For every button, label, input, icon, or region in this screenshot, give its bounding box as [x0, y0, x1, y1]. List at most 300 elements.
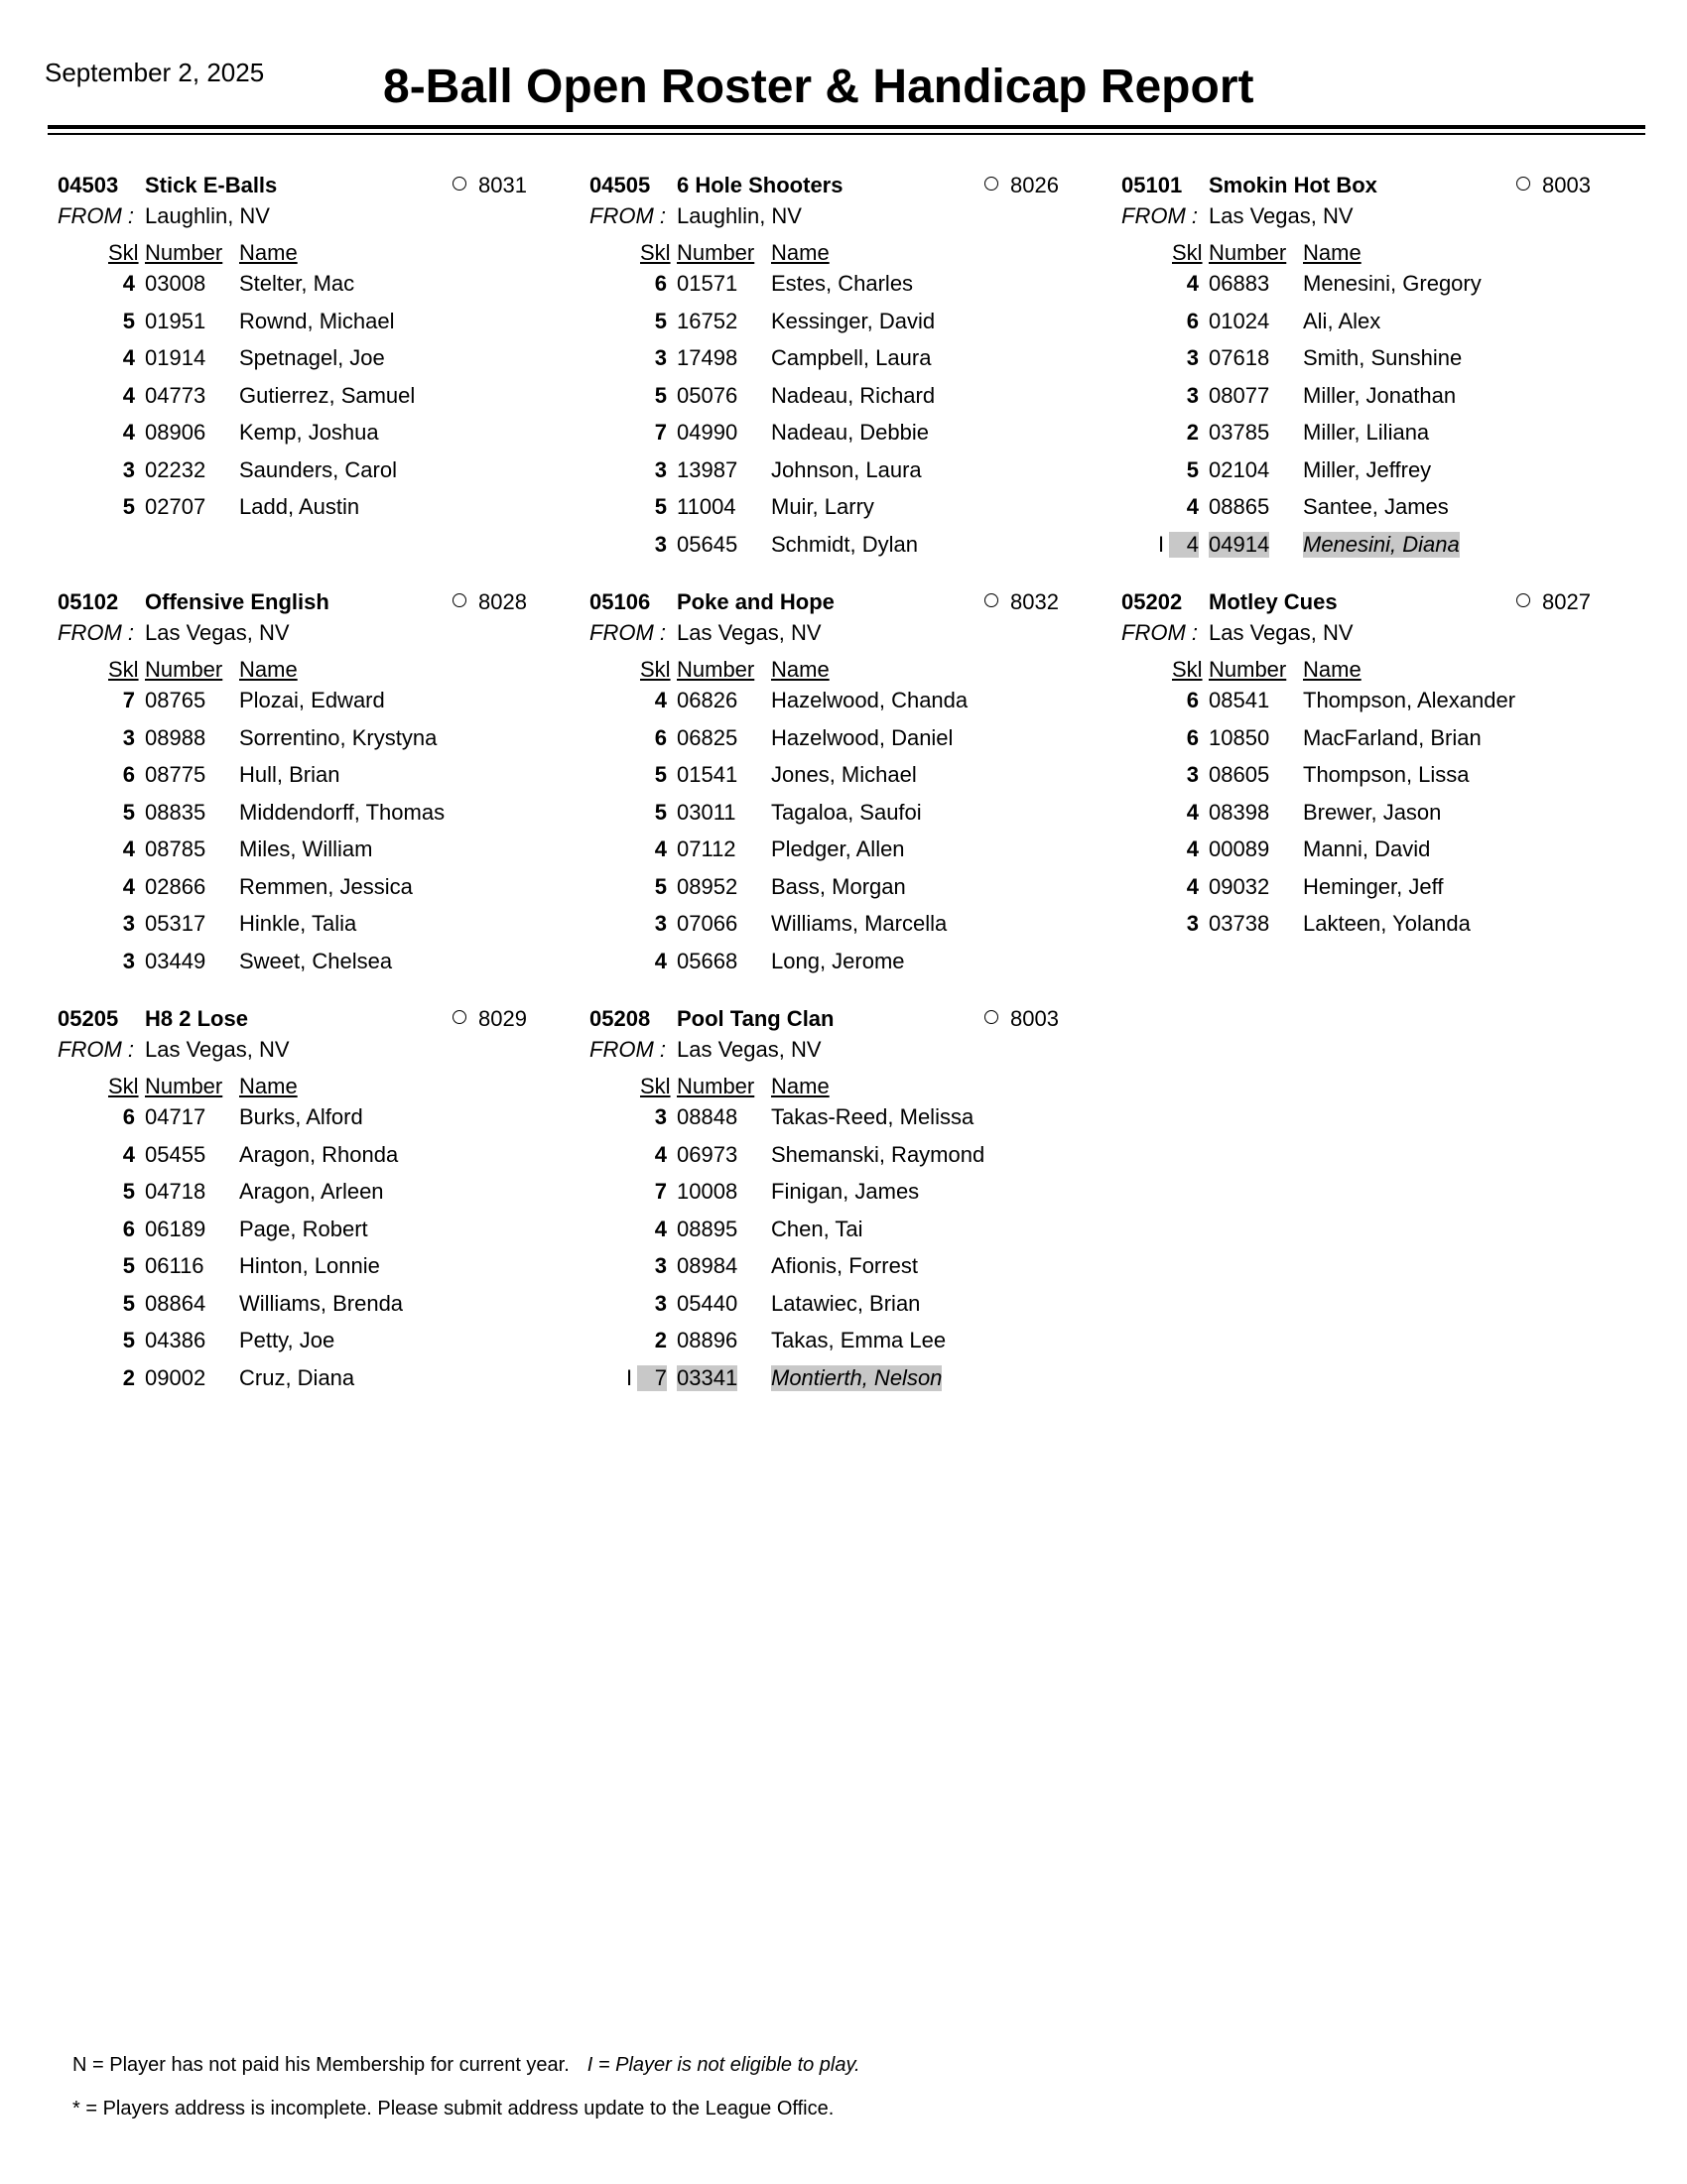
player-number: 06973	[677, 1141, 738, 1167]
player-skill: 2	[1186, 420, 1199, 445]
player-row	[1121, 907, 1653, 945]
player-name: Menesini, Diana	[1303, 531, 1460, 557]
roster-column-headers	[589, 236, 1121, 267]
player-number: 08906	[145, 420, 206, 445]
roster-list	[589, 684, 1121, 981]
player-skill: 6	[122, 1216, 135, 1241]
player-name: Muir, Larry	[771, 494, 874, 519]
player-name: Ladd, Austin	[239, 494, 360, 519]
team-block	[589, 1004, 1121, 1421]
player-row	[1121, 721, 1653, 759]
player-skill: 3	[122, 948, 135, 973]
player-number: 02232	[145, 456, 206, 482]
player-skill: 5	[122, 799, 135, 825]
player-name: Thompson, Lissa	[1303, 762, 1470, 787]
player-name: Hazelwood, Chanda	[771, 688, 969, 712]
player-number: 13987	[677, 456, 738, 482]
player-name: Afionis, Forrest	[771, 1253, 918, 1278]
player-skill: 4	[122, 836, 135, 861]
player-row	[1121, 267, 1653, 305]
team-header	[1121, 171, 1653, 201]
player-skill: 4	[654, 1216, 667, 1241]
player-number: 06883	[1209, 271, 1270, 296]
player-number: 06825	[677, 724, 738, 750]
team-name: Poke and Hope	[677, 589, 835, 614]
player-number: 02104	[1209, 456, 1270, 482]
player-name: Ali, Alex	[1303, 308, 1381, 333]
player-skill: 7	[122, 688, 135, 712]
player-number: 07618	[1209, 345, 1270, 370]
player-skill: 5	[654, 762, 667, 787]
roster-list	[589, 1100, 1121, 1398]
player-skill: 3	[1186, 382, 1199, 408]
roster-list	[58, 684, 589, 981]
player-row	[1121, 796, 1653, 834]
roster-list	[589, 267, 1121, 565]
player-number: 01914	[145, 345, 206, 370]
player-number: 04773	[145, 382, 206, 408]
player-name: Williams, Brenda	[239, 1290, 404, 1316]
player-number: 05668	[677, 948, 738, 973]
player-number: 03011	[677, 799, 736, 825]
player-row	[589, 305, 1121, 342]
col-skl-header: Skl	[640, 1074, 671, 1098]
player-number: 05317	[145, 911, 206, 936]
player-skill: 5	[122, 494, 135, 519]
col-skl-header: Skl	[1172, 657, 1203, 682]
player-name: Aragon, Arleen	[239, 1179, 384, 1204]
player-number: 06116	[145, 1253, 204, 1278]
player-name: Plozai, Edward	[239, 688, 385, 712]
team-number: 04505	[589, 173, 651, 197]
player-row	[589, 267, 1121, 305]
player-number: 03449	[145, 948, 206, 973]
player-number: 05440	[677, 1290, 738, 1316]
player-row	[58, 796, 589, 834]
team-code: 8003	[1542, 173, 1591, 197]
player-skill: 3	[122, 724, 135, 750]
player-number: 01571	[677, 271, 738, 296]
player-name: MacFarland, Brian	[1303, 724, 1482, 750]
player-skill: 5	[122, 1328, 135, 1352]
player-row	[1121, 305, 1653, 342]
team-number: 05102	[58, 589, 119, 614]
player-row	[58, 907, 589, 945]
player-name: Remmen, Jessica	[239, 873, 413, 899]
player-skill: 6	[1186, 688, 1199, 712]
col-skl-header: Skl	[1172, 240, 1203, 265]
team-code: 8028	[478, 589, 527, 614]
player-skill: 2	[122, 1364, 135, 1390]
player-row	[58, 379, 589, 417]
col-name-header: Name	[239, 1074, 298, 1098]
col-name-header: Name	[239, 657, 298, 682]
player-skill: 3	[654, 1104, 667, 1129]
player-name: Spetnagel, Joe	[239, 345, 385, 370]
roster-column-headers	[58, 653, 589, 684]
player-number: 08785	[145, 836, 206, 861]
player-number: 08984	[677, 1253, 738, 1278]
player-row	[58, 1100, 589, 1138]
player-number: 04717	[145, 1104, 206, 1129]
player-row	[1121, 528, 1653, 566]
player-name: Kemp, Joshua	[239, 420, 379, 445]
player-name: Williams, Marcella	[771, 911, 948, 936]
player-name: Menesini, Gregory	[1303, 271, 1482, 296]
report-title: 8-Ball Open Roster & Handicap Report	[383, 61, 1254, 113]
roster-list	[1121, 267, 1653, 565]
player-number: 10008	[677, 1179, 738, 1204]
player-number: 17498	[677, 345, 738, 370]
player-row	[589, 833, 1121, 870]
player-name: Latawiec, Brian	[771, 1290, 921, 1316]
team-code: 8032	[1010, 589, 1059, 614]
player-number: 02707	[145, 494, 206, 519]
team-name: Smokin Hot Box	[1209, 173, 1377, 197]
player-skill: 5	[654, 873, 667, 899]
player-skill: 2	[654, 1328, 667, 1352]
player-number: 08952	[677, 873, 738, 899]
player-number: 09032	[1209, 873, 1270, 899]
player-skill: 3	[122, 911, 135, 936]
roster-list	[58, 267, 589, 528]
player-number: 08835	[145, 799, 206, 825]
player-row	[58, 945, 589, 982]
player-number: 09002	[145, 1364, 206, 1390]
player-row	[58, 1175, 589, 1213]
player-name: Johnson, Laura	[771, 456, 922, 482]
player-row	[589, 1361, 1121, 1399]
player-skill: 7	[654, 420, 667, 445]
player-skill: 5	[654, 799, 667, 825]
player-row	[1121, 490, 1653, 528]
roster-list	[58, 1100, 589, 1398]
player-name: Tagaloa, Saufoi	[771, 799, 922, 825]
team-name: Stick E-Balls	[145, 173, 278, 197]
report-date: September 2, 2025	[45, 58, 265, 87]
player-name: Jones, Michael	[771, 762, 917, 787]
team-from	[1121, 618, 1653, 653]
player-name: Kessinger, David	[771, 308, 936, 333]
player-number: 05076	[677, 382, 738, 408]
team-name: Motley Cues	[1209, 589, 1338, 614]
player-skill: 3	[1186, 762, 1199, 787]
player-number: 08865	[1209, 494, 1270, 519]
player-skill: 5	[122, 308, 135, 333]
player-skill: 4	[654, 688, 667, 712]
player-number: 01951	[145, 308, 206, 333]
team-header	[58, 171, 589, 201]
team-header	[1121, 587, 1653, 618]
player-number: 03785	[1209, 420, 1270, 445]
player-number: 04990	[677, 420, 738, 445]
team-header	[589, 1004, 1121, 1035]
player-skill: 5	[122, 1290, 135, 1316]
team-from	[58, 1035, 589, 1070]
circle-icon	[984, 1010, 998, 1024]
player-number: 08541	[1209, 688, 1270, 712]
player-row	[58, 870, 589, 908]
player-row	[589, 490, 1121, 528]
player-name: Takas-Reed, Melissa	[771, 1104, 974, 1129]
roster-column-headers	[589, 1070, 1121, 1100]
player-row	[589, 796, 1121, 834]
player-name: Smith, Sunshine	[1303, 345, 1463, 370]
player-name: Sweet, Chelsea	[239, 948, 393, 973]
player-name: Stelter, Mac	[239, 271, 355, 296]
player-row	[589, 528, 1121, 566]
player-skill: 4	[122, 873, 135, 899]
player-name: Aragon, Rhonda	[239, 1141, 399, 1167]
player-skill: 3	[654, 911, 667, 936]
player-name: Manni, David	[1303, 836, 1431, 861]
player-skill: 4	[1169, 532, 1199, 558]
player-name: Nadeau, Richard	[771, 382, 936, 408]
player-row	[589, 416, 1121, 453]
player-name: Hazelwood, Daniel	[771, 724, 954, 750]
player-row	[1121, 684, 1653, 721]
col-number-header: Number	[1209, 240, 1287, 265]
player-row	[589, 1249, 1121, 1287]
player-row	[589, 945, 1121, 982]
from-city: Laughlin, NV	[677, 203, 802, 228]
player-number: 08765	[145, 688, 206, 712]
player-number: 08605	[1209, 762, 1270, 787]
player-name: Heminger, Jeff	[1303, 873, 1444, 899]
player-row	[58, 453, 589, 491]
team-number: 04503	[58, 173, 119, 197]
col-name-header: Name	[1303, 240, 1362, 265]
team-code: 8027	[1542, 589, 1591, 614]
team-from	[1121, 201, 1653, 236]
player-number: 03008	[145, 271, 206, 296]
circle-icon	[453, 177, 466, 191]
player-row	[58, 721, 589, 759]
col-number-header: Number	[145, 1074, 223, 1098]
player-skill: 7	[654, 1179, 667, 1204]
player-skill: 6	[1186, 724, 1199, 750]
player-skill: 3	[122, 456, 135, 482]
player-skill: 6	[122, 762, 135, 787]
player-number: 08895	[677, 1216, 738, 1241]
player-row	[589, 1213, 1121, 1250]
player-row	[58, 490, 589, 528]
player-number: 06189	[145, 1216, 206, 1241]
player-row	[589, 684, 1121, 721]
col-number-header: Number	[677, 240, 755, 265]
player-skill: 3	[654, 456, 667, 482]
player-name: Estes, Charles	[771, 271, 914, 296]
from-label: FROM :	[58, 203, 134, 228]
circle-icon	[1516, 177, 1530, 191]
player-name: Page, Robert	[239, 1216, 368, 1241]
player-skill: 4	[1186, 799, 1199, 825]
from-city: Las Vegas, NV	[677, 1037, 822, 1062]
player-skill: 3	[1186, 911, 1199, 936]
player-skill: 5	[654, 382, 667, 408]
player-name: Pledger, Allen	[771, 836, 905, 861]
legend-i: I = Player is not eligible to play.	[586, 2054, 860, 2076]
col-name-header: Name	[1303, 657, 1362, 682]
player-number: 07112	[677, 836, 736, 861]
player-name: Schmidt, Dylan	[771, 531, 918, 557]
player-skill: 4	[654, 1141, 667, 1167]
player-row	[589, 1100, 1121, 1138]
player-skill: 3	[654, 531, 667, 557]
player-row	[589, 1175, 1121, 1213]
player-row	[58, 684, 589, 721]
player-row	[589, 379, 1121, 417]
player-number: 05455	[145, 1141, 206, 1167]
col-number-header: Number	[145, 657, 223, 682]
player-number: 10850	[1209, 724, 1270, 750]
player-row	[589, 721, 1121, 759]
player-row	[589, 1287, 1121, 1325]
player-name: Takas, Emma Lee	[771, 1328, 947, 1352]
roster-list	[1121, 684, 1653, 945]
from-label: FROM :	[589, 620, 666, 645]
team-header	[58, 1004, 589, 1035]
col-skl-header: Skl	[108, 240, 139, 265]
from-label: FROM :	[1121, 620, 1198, 645]
player-skill: 3	[654, 1290, 667, 1316]
player-skill: 6	[122, 1104, 135, 1129]
player-skill: 5	[1186, 456, 1199, 482]
player-row	[1121, 758, 1653, 796]
header-rule-thick	[48, 125, 1645, 129]
player-row	[58, 1249, 589, 1287]
player-row	[1121, 379, 1653, 417]
player-number: 01541	[677, 762, 738, 787]
player-skill: 5	[122, 1253, 135, 1278]
player-number: 02866	[145, 873, 206, 899]
player-name: Hull, Brian	[239, 762, 340, 787]
player-skill: 4	[122, 382, 135, 408]
team-from	[589, 1035, 1121, 1070]
circle-icon	[984, 177, 998, 191]
player-row	[58, 305, 589, 342]
player-name: Rownd, Michael	[239, 308, 395, 333]
player-row	[58, 1138, 589, 1176]
team-block	[1121, 171, 1653, 587]
player-number: 03341	[677, 1364, 738, 1390]
team-number: 05101	[1121, 173, 1183, 197]
from-city: Las Vegas, NV	[1209, 620, 1354, 645]
player-skill: 3	[654, 1253, 667, 1278]
col-number-header: Number	[677, 657, 755, 682]
player-skill: 6	[654, 724, 667, 750]
player-row	[589, 870, 1121, 908]
player-skill: 4	[122, 1141, 135, 1167]
player-skill: 4	[122, 345, 135, 370]
player-skill: 3	[1186, 345, 1199, 370]
team-number: 05202	[1121, 589, 1183, 614]
player-number: 08077	[1209, 382, 1270, 408]
team-block	[1121, 587, 1653, 1004]
player-name: Miller, Jonathan	[1303, 382, 1457, 408]
player-row	[58, 833, 589, 870]
team-grid	[58, 171, 1653, 1421]
player-row	[589, 758, 1121, 796]
player-name: Miles, William	[239, 836, 373, 861]
player-flag: I	[1157, 531, 1165, 557]
player-row	[589, 1324, 1121, 1361]
player-skill: 5	[654, 494, 667, 519]
player-name: Hinkle, Talia	[239, 911, 357, 936]
player-skill: 6	[1186, 308, 1199, 333]
team-code: 8031	[478, 173, 527, 197]
player-name: Chen, Tai	[771, 1216, 863, 1241]
team-code: 8026	[1010, 173, 1059, 197]
player-number: 04718	[145, 1179, 206, 1204]
player-skill: 4	[654, 836, 667, 861]
col-name-header: Name	[239, 240, 298, 265]
player-name: Cruz, Diana	[239, 1364, 355, 1390]
player-flag: I	[625, 1364, 633, 1390]
player-name: Sorrentino, Krystyna	[239, 724, 438, 750]
player-name: Brewer, Jason	[1303, 799, 1442, 825]
player-number: 08864	[145, 1290, 206, 1316]
player-number: 04386	[145, 1328, 206, 1352]
circle-icon	[1516, 593, 1530, 607]
team-from	[58, 618, 589, 653]
player-number: 03738	[1209, 911, 1270, 936]
player-row	[58, 1213, 589, 1250]
col-skl-header: Skl	[108, 657, 139, 682]
from-label: FROM :	[589, 203, 666, 228]
team-number: 05106	[589, 589, 651, 614]
player-name: Bass, Morgan	[771, 873, 906, 899]
player-row	[589, 341, 1121, 379]
player-number: 08398	[1209, 799, 1270, 825]
player-skill: 6	[654, 271, 667, 296]
from-label: FROM :	[589, 1037, 666, 1062]
team-name: Offensive English	[145, 589, 329, 614]
circle-icon	[984, 593, 998, 607]
player-skill: 5	[122, 1179, 135, 1204]
team-name: Pool Tang Clan	[677, 1006, 835, 1031]
team-block	[58, 1004, 589, 1421]
player-name: Shemanski, Raymond	[771, 1141, 985, 1167]
player-skill: 4	[122, 420, 135, 445]
player-number: 00089	[1209, 836, 1270, 861]
player-skill: 5	[654, 308, 667, 333]
from-city: Laughlin, NV	[145, 203, 270, 228]
roster-column-headers	[58, 1070, 589, 1100]
circle-icon	[453, 1010, 466, 1024]
col-name-header: Name	[771, 240, 830, 265]
player-number: 16752	[677, 308, 738, 333]
player-row	[58, 1287, 589, 1325]
player-name: Petty, Joe	[239, 1328, 335, 1352]
from-city: Las Vegas, NV	[145, 1037, 290, 1062]
team-code: 8029	[478, 1006, 527, 1031]
roster-column-headers	[1121, 653, 1653, 684]
col-name-header: Name	[771, 657, 830, 682]
player-row	[1121, 341, 1653, 379]
player-number: 08988	[145, 724, 206, 750]
player-row	[589, 1138, 1121, 1176]
player-name: Santee, James	[1303, 494, 1449, 519]
team-block	[589, 171, 1121, 587]
footer-legend-1	[72, 2054, 860, 2077]
col-skl-header: Skl	[640, 240, 671, 265]
from-label: FROM :	[58, 1037, 134, 1062]
player-skill: 4	[1186, 873, 1199, 899]
player-skill: 4	[1186, 836, 1199, 861]
player-name: Hinton, Lonnie	[239, 1253, 380, 1278]
player-row	[1121, 416, 1653, 453]
